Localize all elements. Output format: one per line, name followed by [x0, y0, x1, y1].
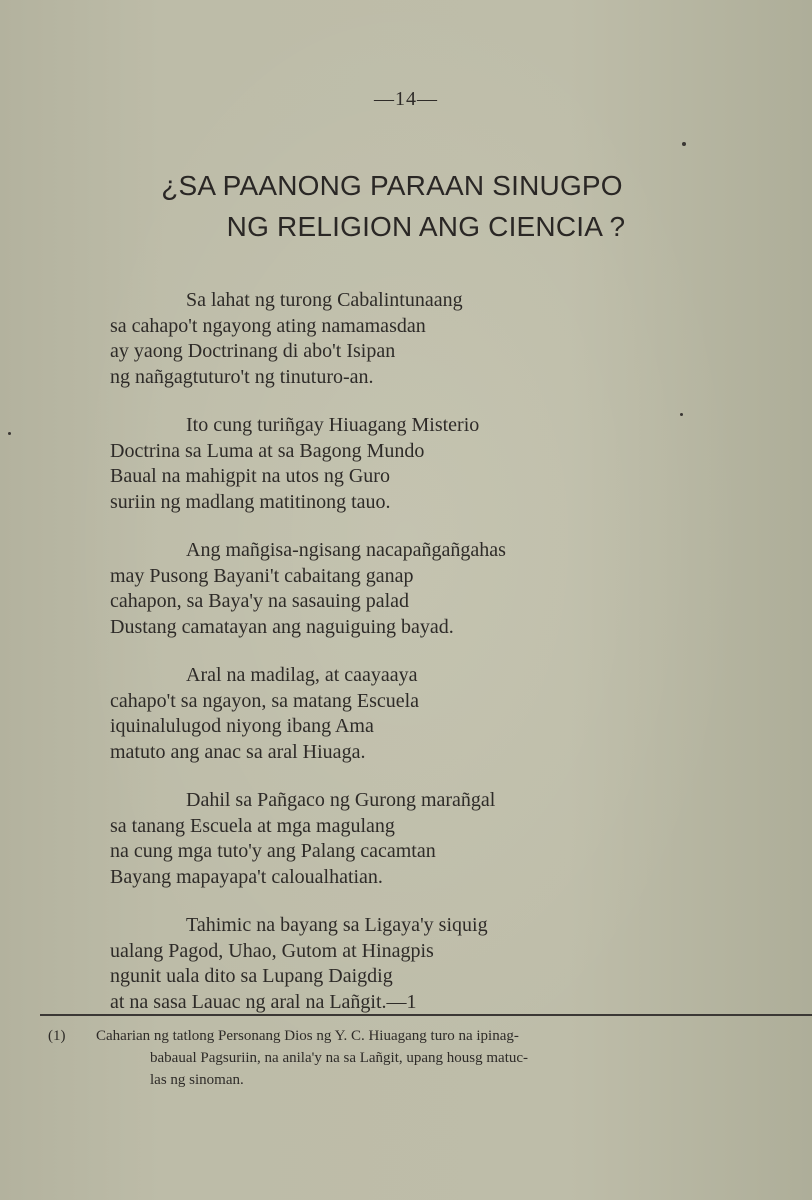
poem-line: cahapon, sa Baya'y na sasauing palad	[110, 590, 410, 612]
title-line-2: NG RELIGION ANG CIENCIA ?	[226, 211, 626, 242]
ink-speck	[682, 142, 686, 146]
poem-line: Baual na mahigpit na utos ng Guro	[110, 465, 390, 487]
poem-line: ualang Pagod, Uhao, Gutom at Hinagpis	[110, 939, 434, 962]
stanza-6	[110, 913, 710, 1015]
ink-speck	[680, 413, 683, 416]
footnote-marker: (1)	[48, 1028, 66, 1044]
footnote	[48, 1025, 812, 1091]
poem-line: ay yaong Doctrinang di abo't Isipan	[110, 340, 396, 362]
poem-line: Dahil sa Pañgaco ng Gurong marañgal	[186, 789, 496, 811]
footnote-line: babaual Pagsuriin, na anila'y na sa Lañgit, upang housg matuc-	[150, 1050, 529, 1066]
poem-line: Ito cung turiñgay Hiuagang Misterio	[186, 414, 480, 436]
poem-line: at na sasa Lauac ng aral na Lañgit.—1	[110, 990, 417, 1013]
poem-line: Doctrina sa Luma at sa Bagong Mundo	[110, 439, 425, 462]
stanza-3	[110, 538, 710, 640]
footnote-line: las ng sinoman.	[150, 1072, 244, 1088]
poem-line: iquinalulugod niyong ibang Ama	[110, 715, 374, 737]
poem-line: Sa lahat ng turong Cabalintunaang	[186, 289, 463, 311]
stanza-4	[110, 663, 710, 765]
poem-line: matuto ang anac sa aral Hiuaga.	[110, 740, 366, 763]
stanza-5	[110, 788, 710, 890]
footnote-line: Caharian ng tatlong Personang Dios ng Y. C. Hiuagang turo na ipinag-	[96, 1028, 519, 1044]
title-line-1: ¿SA PAANONG PARAAN SINUGPO	[161, 170, 623, 201]
poem-line: Aral na madilag, at caayaaya	[186, 664, 418, 686]
poem-line: Bayang mapayapa't caloualhatian.	[110, 865, 383, 888]
poem-line: Tahimic na bayang sa Ligaya'y siquig	[186, 914, 488, 936]
poem-line: may Pusong Bayani't cabaitang ganap	[110, 564, 414, 587]
poem-line: suriin ng madlang matitinong tauo.	[110, 490, 391, 513]
stanza-2	[110, 413, 710, 515]
poem-line: Ang mañgisa-ngisang nacapañgañgahas	[186, 539, 506, 561]
poem	[110, 288, 710, 1038]
page-number: —14—	[374, 88, 438, 110]
poem-line: na cung mga tuto'y ang Palang cacamtan	[110, 840, 436, 862]
poem-line: ngunit uala dito sa Lupang Daigdig	[110, 965, 393, 987]
footnote-divider	[40, 1014, 812, 1016]
poem-line: ng nañgagtuturo't ng tinuturo-an.	[110, 365, 374, 388]
stanza-1	[110, 288, 710, 390]
ink-speck	[8, 432, 11, 435]
poem-line: sa tanang Escuela at mga magulang	[110, 814, 395, 837]
poem-line: Dustang camatayan ang naguiguing bayad.	[110, 615, 454, 638]
poem-line: cahapo't sa ngayon, sa matang Escuela	[110, 689, 420, 712]
poem-line: sa cahapo't ngayong ating namamasdan	[110, 314, 426, 337]
